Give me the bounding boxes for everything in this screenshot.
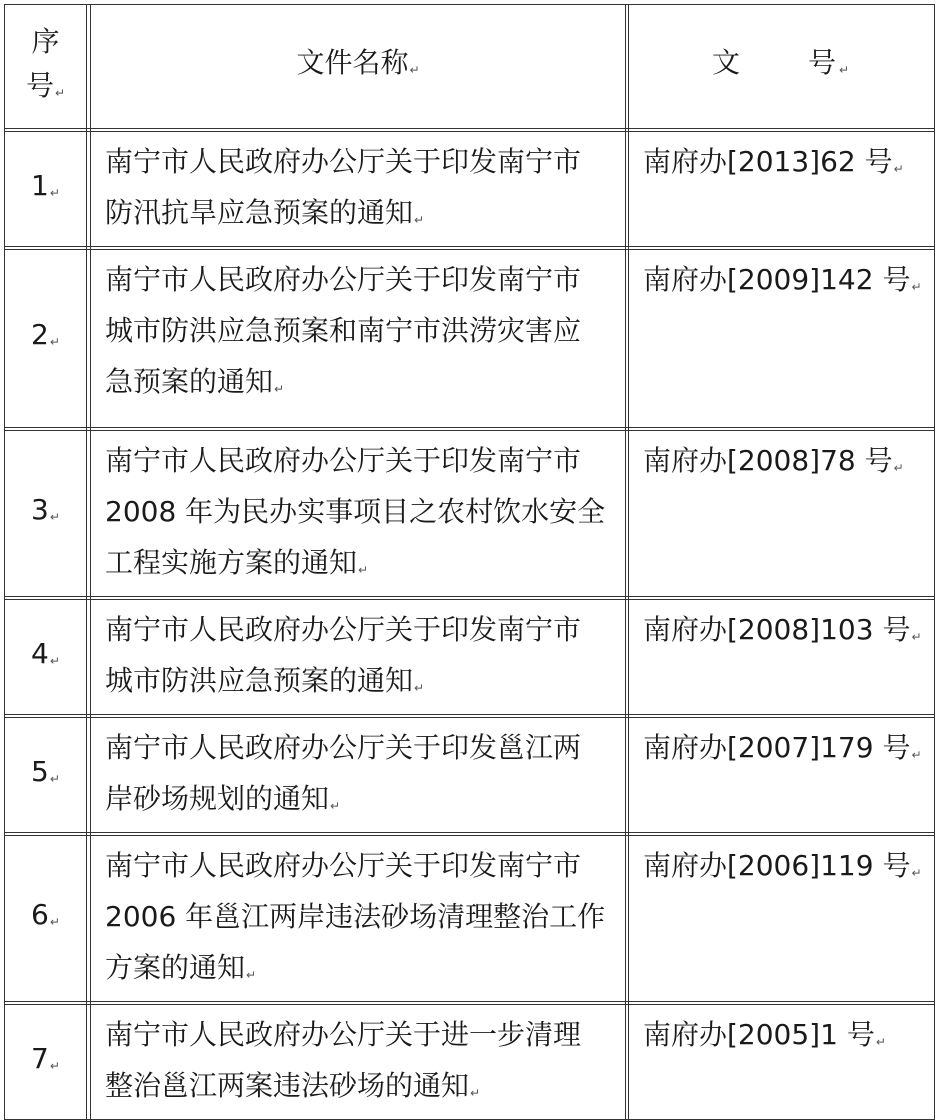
paragraph-mark-icon: ↵ <box>470 1086 481 1100</box>
file-name-line: 2008 年为民办实事项目之农村饮水安全 <box>105 495 606 528</box>
document-number-cell <box>629 431 935 597</box>
table-body <box>5 129 935 1120</box>
paragraph-mark-icon: ↵ <box>414 213 425 227</box>
header-file-name-text: 文件名称 <box>296 46 409 79</box>
paragraph-mark-icon: ↵ <box>911 866 922 880</box>
paragraph-mark-icon: ↵ <box>49 653 60 668</box>
serial-number: 5 <box>31 754 49 788</box>
document-number-cell <box>629 718 935 833</box>
serial-number-cell <box>5 600 87 715</box>
table-row <box>5 250 935 428</box>
document-number-cell <box>629 1005 935 1120</box>
table-header-row <box>5 5 935 129</box>
document-number-cell <box>629 250 935 428</box>
paragraph-mark-icon: ↵ <box>893 162 904 176</box>
file-name-line: 南宁市人民政府办公厅关于印发邕江两 <box>105 731 582 764</box>
document-number: 南府办[2007]179 号 <box>643 731 911 764</box>
file-name-cell <box>91 1005 626 1120</box>
serial-number: 3 <box>31 493 49 526</box>
file-name-cell <box>91 431 626 597</box>
serial-number-cell <box>5 1005 87 1120</box>
header-doc-number-part2: 号 <box>807 46 838 79</box>
file-name-cell <box>91 132 626 247</box>
paragraph-mark-icon: ↵ <box>49 915 60 929</box>
file-name-cell <box>91 718 626 833</box>
file-name-line: 南宁市人民政府办公厅关于印发南宁市 <box>105 444 582 477</box>
serial-number-cell <box>5 132 87 247</box>
paragraph-mark-icon: ↵ <box>358 563 369 577</box>
serial-number: 7 <box>31 1041 49 1075</box>
paragraph-mark-icon: ↵ <box>54 86 66 100</box>
file-name-cell <box>91 600 626 715</box>
document-number: 南府办[2008]78 号 <box>643 444 893 477</box>
document-number: 南府办[2006]119 号 <box>643 849 911 882</box>
file-name-cell <box>91 836 626 1002</box>
paragraph-mark-icon: ↵ <box>409 63 420 77</box>
serial-number-cell <box>5 250 87 428</box>
table-row <box>5 836 935 1002</box>
table-row <box>5 431 935 597</box>
file-name-line: 工程实施方案的通知 <box>105 546 358 579</box>
header-document-number <box>629 5 935 129</box>
document-number-cell <box>629 132 935 247</box>
file-name-line: 城市防洪应急预案和南宁市洪涝灾害应 <box>105 314 582 347</box>
file-name-line: 城市防洪应急预案的通知 <box>105 664 414 697</box>
paragraph-mark-icon: ↵ <box>49 1058 60 1073</box>
document-number: 南府办[2008]103 号 <box>643 613 911 646</box>
serial-number: 2 <box>31 318 49 351</box>
serial-number-cell <box>5 431 87 597</box>
file-name-line: 防汛抗旱应急预案的通知 <box>105 196 414 229</box>
paragraph-mark-icon: ↵ <box>49 185 60 200</box>
serial-number-cell <box>5 836 87 1002</box>
paragraph-mark-icon: ↵ <box>838 63 852 77</box>
header-file-name <box>91 5 626 129</box>
document-number-cell <box>629 836 935 1002</box>
document-number: 南府办[2013]62 号 <box>643 145 893 178</box>
file-name-cell <box>91 250 626 428</box>
file-name-line: 整治邕江两案违法砂场的通知 <box>105 1069 470 1102</box>
paragraph-mark-icon: ↵ <box>246 968 257 982</box>
paragraph-mark-icon: ↵ <box>49 771 60 786</box>
file-name-line: 岸砂场规划的通知 <box>105 782 330 815</box>
paragraph-mark-icon: ↵ <box>875 1035 886 1049</box>
header-doc-number-part1: 文 <box>711 46 742 79</box>
paragraph-mark-icon: ↵ <box>893 461 904 475</box>
paragraph-mark-icon: ↵ <box>911 280 922 294</box>
table-row <box>5 132 935 247</box>
serial-number-cell <box>5 718 87 833</box>
header-serial-number <box>5 5 87 129</box>
file-name-line: 南宁市人民政府办公厅关于进一步清理 <box>105 1018 582 1051</box>
paragraph-mark-icon: ↵ <box>274 382 285 396</box>
paragraph-mark-icon: ↵ <box>414 681 425 695</box>
file-name-line: 南宁市人民政府办公厅关于印发南宁市 <box>105 263 582 296</box>
document-number: 南府办[2005]1 号 <box>643 1018 875 1051</box>
header-serial-line2: 号 <box>25 69 54 102</box>
table-row <box>5 1005 935 1120</box>
file-name-line: 2006 年邕江两岸违法砂场清理整治工作 <box>105 900 606 933</box>
document-number: 南府办[2009]142 号 <box>643 263 911 296</box>
file-name-line: 方案的通知 <box>105 951 246 984</box>
paragraph-mark-icon: ↵ <box>330 799 341 813</box>
serial-number: 6 <box>31 898 49 931</box>
file-name-line: 南宁市人民政府办公厅关于印发南宁市 <box>105 145 582 178</box>
file-name-line: 南宁市人民政府办公厅关于印发南宁市 <box>105 849 582 882</box>
paragraph-mark-icon: ↵ <box>49 510 60 524</box>
document-table <box>4 4 935 1120</box>
paragraph-mark-icon: ↵ <box>911 630 922 644</box>
file-name-line: 急预案的通知 <box>105 365 274 398</box>
table-row <box>5 718 935 833</box>
serial-number: 4 <box>31 636 49 670</box>
serial-number: 1 <box>31 168 49 202</box>
document-number-cell <box>629 600 935 715</box>
paragraph-mark-icon: ↵ <box>911 748 922 762</box>
header-serial-line1: 序 <box>31 25 60 58</box>
file-name-line: 南宁市人民政府办公厅关于印发南宁市 <box>105 613 582 646</box>
table-row <box>5 600 935 715</box>
paragraph-mark-icon: ↵ <box>49 335 60 349</box>
